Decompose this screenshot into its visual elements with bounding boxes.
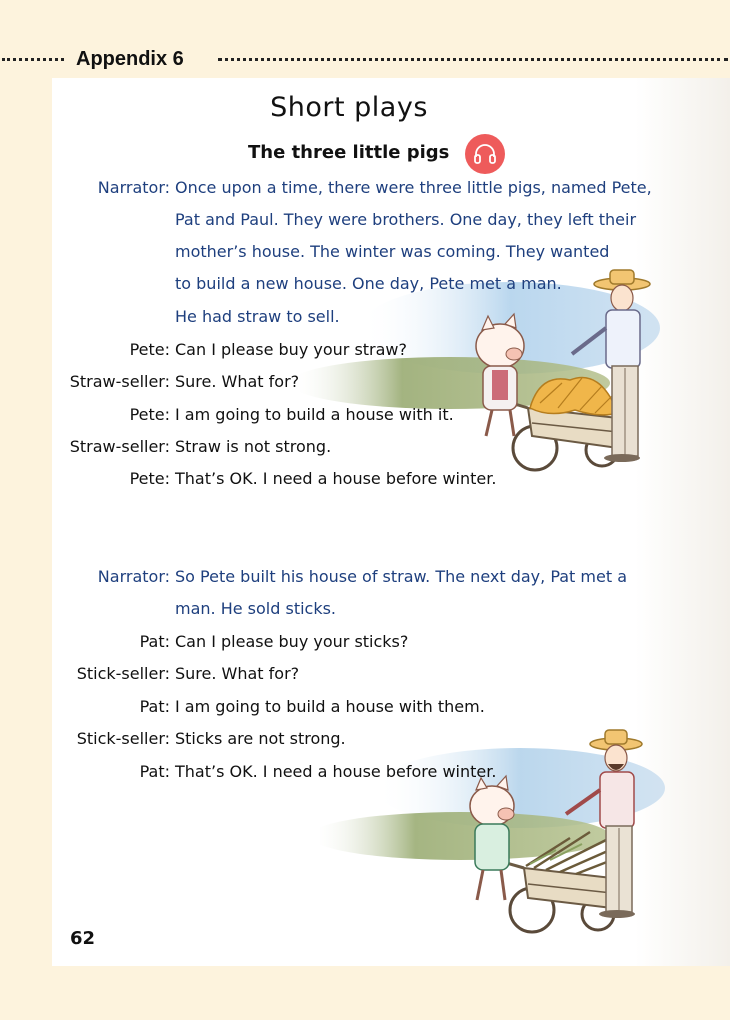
page-title: Short plays — [270, 92, 428, 123]
speaker-pat: Pat: — [139, 632, 170, 651]
audio-play-button[interactable] — [465, 134, 505, 174]
narration-line: Pat and Paul. They were brothers. One day, they left their — [175, 210, 637, 229]
dialogue-line: That’s OK. I need a house before winter. — [175, 762, 497, 781]
appendix-header — [0, 44, 730, 74]
play-title: The three little pigs — [248, 142, 450, 163]
speaker-pete: Pete: — [129, 340, 170, 359]
header-dots-right — [218, 58, 728, 61]
dialogue-line: Straw is not strong. — [175, 437, 332, 456]
page-number: 62 — [70, 928, 96, 949]
headphones-icon — [473, 142, 497, 166]
dialogue-line: Sure. What for? — [175, 372, 300, 391]
narration-line: So Pete built his house of straw. The next day, Pat met a — [175, 567, 627, 586]
dialogue-line: That’s OK. I need a house before winter. — [175, 469, 497, 488]
header-dots-left — [2, 58, 64, 61]
speaker-straw-seller: Straw-seller: — [69, 372, 170, 391]
speaker-pat: Pat: — [139, 762, 170, 781]
dialogue-line: Sure. What for? — [175, 664, 300, 683]
speaker-pat: Pat: — [139, 697, 170, 716]
dialogue-line: I am going to build a house with them. — [175, 697, 485, 716]
speaker-narrator: Narrator: — [97, 178, 170, 197]
dialogue-line: I am going to build a house with it. — [175, 405, 454, 424]
dialogue-line: Sticks are not strong. — [175, 729, 346, 748]
speaker-pete: Pete: — [129, 469, 170, 488]
narration-line: to build a new house. One day, Pete met a man. — [175, 274, 562, 293]
speaker-stick-seller: Stick-seller: — [76, 729, 170, 748]
dialogue-line: Can I please buy your straw? — [175, 340, 408, 359]
dialogue-line: Can I please buy your sticks? — [175, 632, 409, 651]
speaker-stick-seller: Stick-seller: — [76, 664, 170, 683]
speaker-pete: Pete: — [129, 405, 170, 424]
narration-line: man. He sold sticks. — [175, 599, 337, 618]
speaker-straw-seller: Straw-seller: — [69, 437, 170, 456]
speaker-narrator: Narrator: — [97, 567, 170, 586]
appendix-title: Appendix 6 — [76, 48, 184, 70]
narration-line: mother’s house. The winter was coming. They wanted — [175, 242, 610, 261]
narration-line: Once upon a time, there were three little pigs, named Pete, — [175, 178, 652, 197]
narration-line: He had straw to sell. — [175, 307, 340, 326]
illustration-straw-seller — [300, 268, 670, 488]
